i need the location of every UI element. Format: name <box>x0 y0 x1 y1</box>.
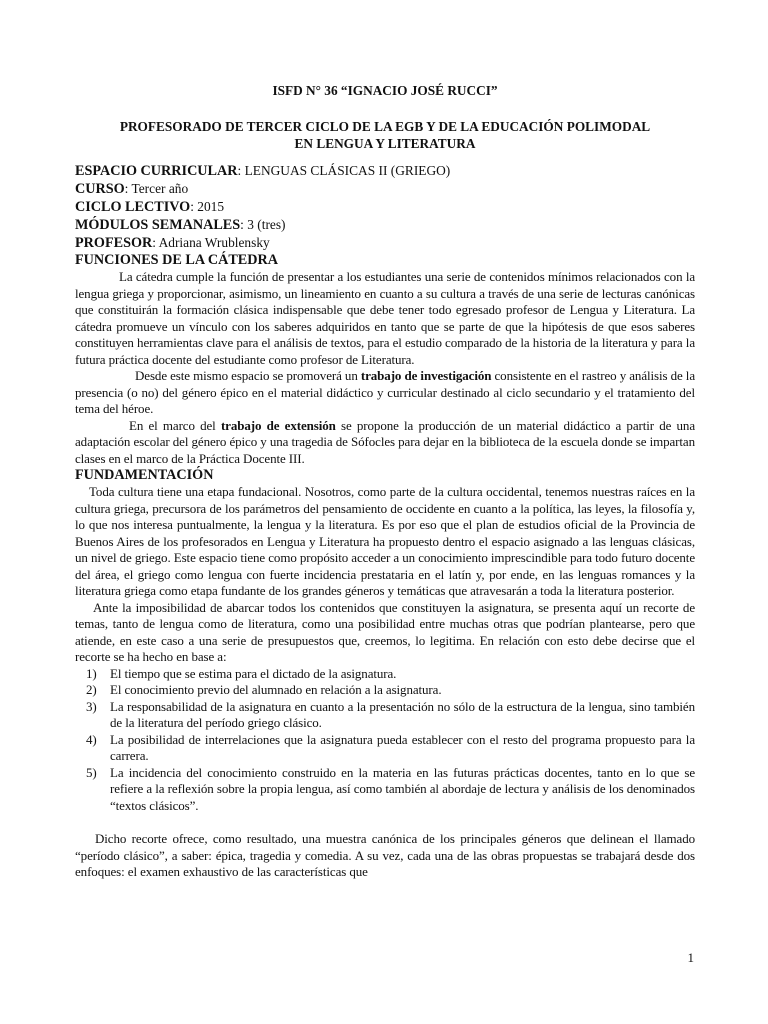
page-number: 1 <box>687 950 694 965</box>
field-label: CICLO LECTIVO <box>75 199 191 215</box>
field-curso <box>75 180 695 198</box>
field-value: : 3 (tres) <box>240 217 286 232</box>
paragraph-fundamentacion-2: Ante la imposibilidad de abarcar todos los contenidos que constituyen la asignatura, se presenta aquí un recorte de temas, tanto de lengua como de literatura, como una posibilidad entre muchas otras que podrían plantearse, pero que atiende, en este caso a una serie de presupuestos que, creemos, lo legitima. En relación con esto debe decirse que el recorte se ha hecho en base a: <box>75 599 695 664</box>
list-item <box>75 732 695 765</box>
bold-term-extension: trabajo de extensión <box>220 417 336 433</box>
text-run: En el marco del <box>129 417 221 433</box>
field-label: ESPACIO CURRICULAR <box>75 163 238 179</box>
field-value: : 2015 <box>190 199 225 214</box>
spacer <box>75 814 695 831</box>
list-item-text: El conocimiento previo del alumnado en relación a la asignatura. <box>110 682 442 697</box>
list-number: 5) <box>86 764 97 780</box>
list-number: 4) <box>86 731 97 747</box>
list-item <box>75 699 695 732</box>
field-label: PROFESOR <box>75 235 153 251</box>
list-item <box>75 765 695 815</box>
program-title-line-2: EN LENGUA Y LITERATURA <box>294 136 476 151</box>
field-ciclo-lectivo <box>75 198 695 216</box>
list-number: 2) <box>86 682 97 697</box>
text-run: se propone la producción de un material didáctico a partir de una adaptación escolar del género épico y una tragedia de Sófocles para dejar en la biblioteca de la escuela donde se impartan clases en el marco de la Práctica Docente III. <box>75 417 695 466</box>
list-number: 1) <box>86 665 97 681</box>
field-profesor <box>75 234 695 252</box>
list-item-text: La posibilidad de interrelaciones que la asignatura pueda establecer con el resto del programa propuesto para la carrera. <box>110 731 695 763</box>
list-item-text: La responsabilidad de la asignatura en cuanto a la presentación no sólo de la estructura de la lengua, sino también de la literatura del período griego clásico. <box>110 698 695 730</box>
field-value: : Adriana Wrublensky <box>152 235 270 250</box>
program-title-line-1: PROFESORADO DE TERCER CICLO DE LA EGB Y DE LA EDUCACIÓN POLIMODAL <box>119 119 651 134</box>
section-heading-fundamentacion: FUNDAMENTACIÓN <box>75 467 214 483</box>
page-content <box>75 82 695 881</box>
institution-title: ISFD N° 36 “IGNACIO JOSÉ RUCCI” <box>272 83 498 98</box>
text-run: Desde este mismo espacio se promoverá un <box>135 368 361 383</box>
list-item <box>75 666 695 683</box>
paragraph-fundamentacion-1: Toda cultura tiene una etapa fundacional. Nosotros, como parte de la cultura occidental, tenemos nuestras raíces en la cultura griega, precursora de los parámetros del pensamiento de occidente en cuanto a la política, las leyes, la filosofía y, lo que nos interesa puntualmente, la lengua y la literatura. Es por eso que el plan de estudios oficial de la Provincia de Buenos Aires de los profesorados en Lengua y Literatura ha propuesto dentro el espacio asignado a las lenguas clásicas, un nivel de griego. Este espacio tiene como propósito acceder a un conocimiento imprescindible para todo futuro docente del área, el griego como lengua con fuerte incidencia prestataria en el latín y, por ende, en las lenguas romances y la literatura griega como etapa fundante de los grandes géneros y temáticas que atravesarán a toda la literatura posterior. <box>75 484 695 598</box>
paragraph-funciones-1: La cátedra cumple la función de presentar a los estudiantes una serie de contenidos mínimos relacionados con la lengua griega y proporcionar, asimismo, un lineamiento en cuanto a su cultura a través de una serie de lecturas canónicas que constituirán la formación clásica indispensable que debe tener todo egresado profesor de Lengua y Literatura. La cátedra promueve un vínculo con los saberes adquiridos en tanto que se parte de que la hipótesis de que esos saberes constituyen herramientas clave para el análisis de textos, para el estudio comparado de la historia de la literatura y para la futura práctica docente del estudiante como profesor de Literatura. <box>75 269 695 367</box>
criteria-list <box>75 666 695 815</box>
field-espacio-curricular <box>75 162 695 180</box>
text-run: consistente en el rastreo y análisis de la presencia (o no) del género épico en el material didáctico y curricular destinado al ciclo secundario y el tratamiento del tema del héroe. <box>75 368 695 416</box>
field-value: : LENGUAS CLÁSICAS II (GRIEGO) <box>237 163 451 178</box>
paragraph-fundamentacion-3: Dicho recorte ofrece, como resultado, una muestra canónica de los principales géneros que delinean el llamado “período clásico”, a saber: épica, tragedia y comedia. A su vez, cada una de las obras propuestas se trabajará desde dos enfoques: el examen exhaustivo de las características que <box>75 831 695 879</box>
list-item-text: El tiempo que se estima para el dictado de la asignatura. <box>110 665 397 681</box>
section-heading-funciones: FUNCIONES DE LA CÁTEDRA <box>75 252 278 268</box>
field-value: : Tercer año <box>124 181 189 196</box>
list-item <box>75 682 695 699</box>
paragraph-funciones-2 <box>75 368 695 418</box>
list-number: 3) <box>86 698 97 714</box>
list-item-text: La incidencia del conocimiento construido en la materia en las futuras prácticas docentes, tanto en lo que se refiere a la reflexión sobre la propia lengua, así como también al abordaje de lectura y análisis de los denominados “textos clásicos”. <box>110 764 695 813</box>
field-modulos-semanales <box>75 216 695 234</box>
bold-term-investigacion: trabajo de investigación <box>360 368 492 383</box>
field-label: MÓDULOS SEMANALES <box>75 217 241 233</box>
paragraph-funciones-3 <box>75 418 695 468</box>
field-label: CURSO <box>75 181 125 197</box>
